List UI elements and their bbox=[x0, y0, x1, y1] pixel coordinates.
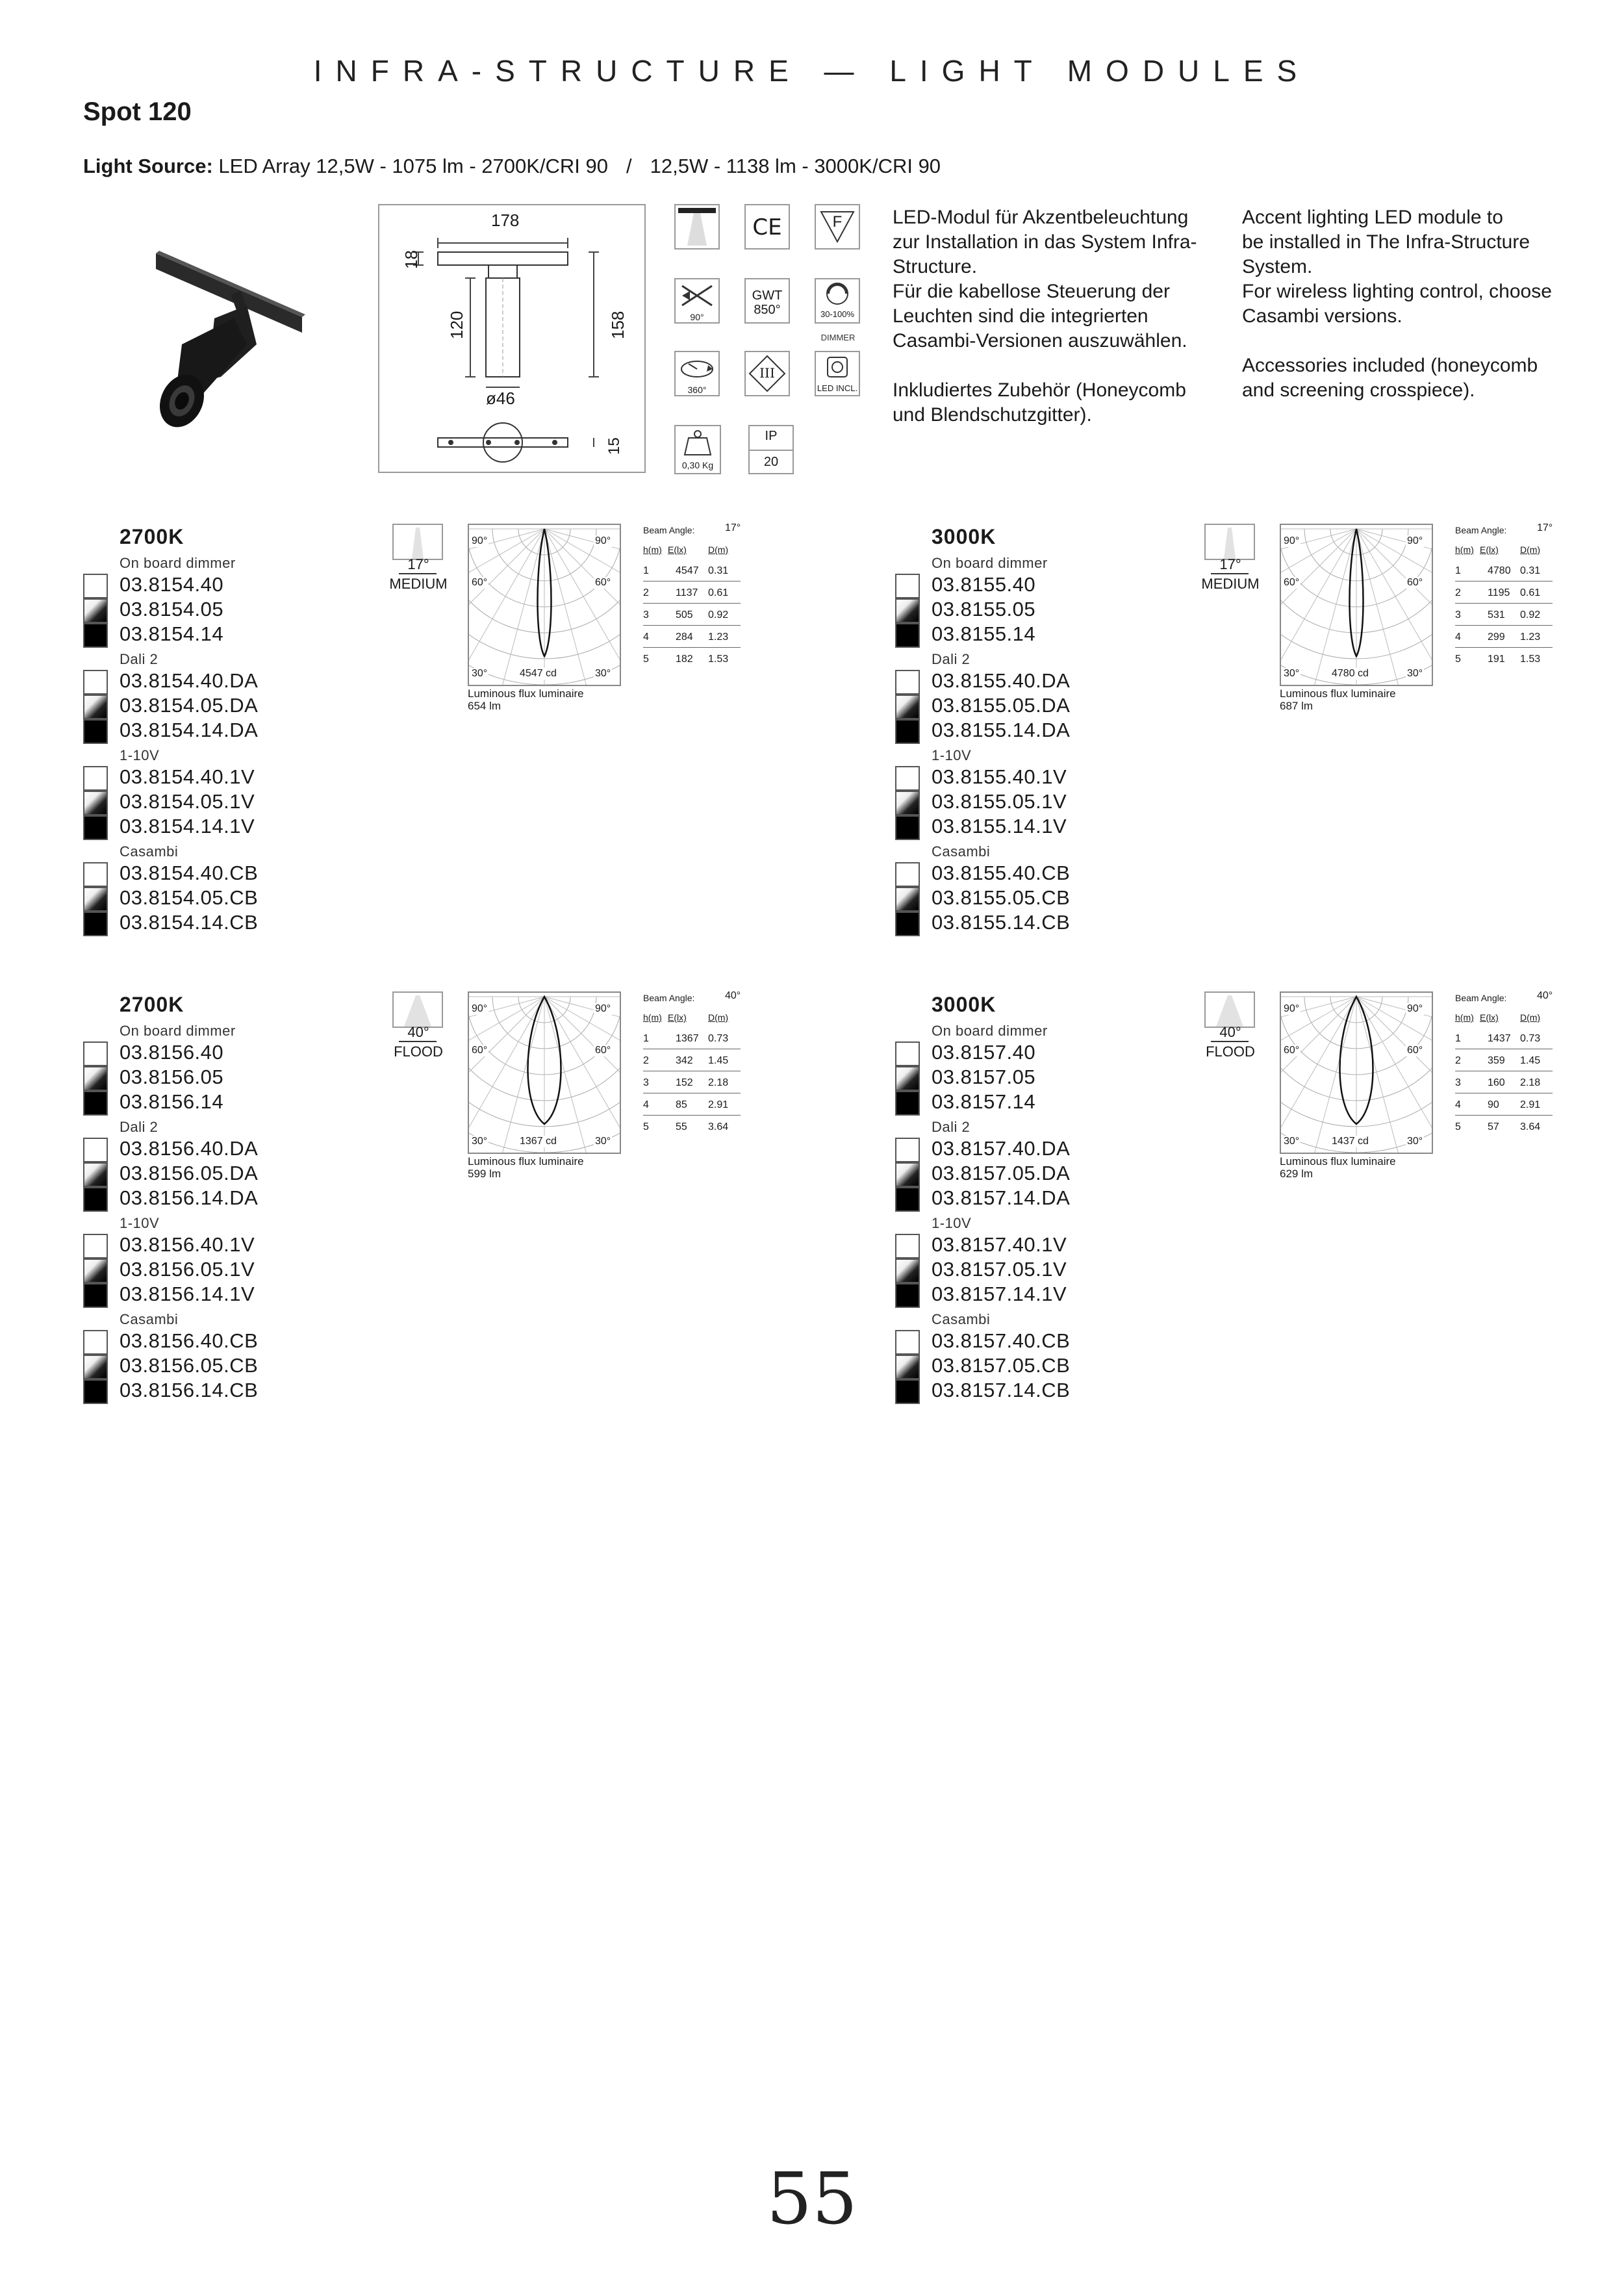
beam-angle-value: 40° bbox=[725, 990, 741, 1001]
finish-white-swatch bbox=[83, 766, 108, 791]
dimmer-caption: DIMMER bbox=[820, 333, 856, 342]
product-code: 03.8154.05.DA bbox=[120, 694, 259, 717]
table-cell: 1.23 bbox=[1520, 632, 1541, 643]
peak-intensity-label: 4780 cd bbox=[1332, 668, 1369, 679]
finish-black-swatch bbox=[895, 1187, 920, 1212]
polar-angle-label: 60° bbox=[472, 577, 488, 588]
table-cell: 2 bbox=[643, 1055, 649, 1066]
product-code: 03.8157.14.DA bbox=[932, 1186, 1071, 1209]
beam-shape-icon bbox=[1204, 524, 1255, 560]
product-code: 03.8154.40.1V bbox=[120, 765, 255, 788]
finish-black-swatch bbox=[895, 815, 920, 840]
finish-black-swatch bbox=[83, 1187, 108, 1212]
product-code: 03.8154.40.DA bbox=[120, 669, 259, 692]
light-source-separator: / bbox=[626, 155, 632, 177]
beam-angle-label: Beam Angle: bbox=[1455, 525, 1507, 535]
finish-black-swatch bbox=[895, 719, 920, 744]
table-row-rule bbox=[643, 625, 741, 626]
product-code: 03.8157.05.DA bbox=[932, 1162, 1071, 1184]
product-code: 03.8155.14 bbox=[932, 622, 1036, 645]
table-cell: 284 bbox=[676, 632, 693, 643]
table-row-rule bbox=[1455, 603, 1553, 604]
glow-wire-test bbox=[744, 278, 790, 324]
product-code: 03.8154.40 bbox=[120, 573, 224, 596]
finish-grey-swatch bbox=[895, 1355, 920, 1379]
table-cell: 3.64 bbox=[1520, 1121, 1541, 1132]
dim-top: 18 bbox=[401, 250, 421, 269]
polar-angle-label: 90° bbox=[1284, 535, 1300, 546]
color-temperature-title: 3000K bbox=[932, 525, 996, 548]
table-header-cell: E(lx) bbox=[1480, 1012, 1499, 1023]
product-code: 03.8154.14.1V bbox=[120, 815, 255, 837]
polar-angle-label: 30° bbox=[472, 668, 488, 679]
table-cell: 0.31 bbox=[1520, 565, 1541, 576]
polar-angle-label: 90° bbox=[472, 1003, 488, 1014]
beam-degree-label: 17° bbox=[407, 556, 429, 572]
luminous-flux-value: 599 lm bbox=[468, 1168, 501, 1180]
table-cell: 359 bbox=[1488, 1055, 1505, 1066]
product-code: 03.8155.14.CB bbox=[932, 911, 1071, 934]
beam-label-rule bbox=[1211, 573, 1249, 574]
page-number: 55 bbox=[767, 2157, 857, 2240]
product-code: 03.8157.14.CB bbox=[932, 1379, 1071, 1401]
finish-grey-swatch bbox=[895, 887, 920, 912]
product-code: 03.8157.40.CB bbox=[932, 1329, 1071, 1352]
peak-intensity-label: 4547 cd bbox=[520, 668, 557, 679]
polar-angle-label: 30° bbox=[595, 1136, 611, 1147]
finish-white-swatch bbox=[895, 574, 920, 598]
table-cell: 3 bbox=[1455, 609, 1461, 620]
page-title: INFRA-STRUCTURE — LIGHT MODULES bbox=[313, 54, 1311, 88]
product-code: 03.8156.40.1V bbox=[120, 1233, 255, 1256]
finish-white-swatch bbox=[83, 862, 108, 887]
table-cell: 5 bbox=[643, 654, 649, 665]
table-cell: 57 bbox=[1488, 1121, 1499, 1132]
beam-angle-label: Beam Angle: bbox=[1455, 993, 1507, 1003]
luminous-flux-label: Luminous flux luminaire bbox=[1280, 1155, 1396, 1168]
variant-block bbox=[895, 988, 1624, 1442]
product-code: 03.8156.14.DA bbox=[120, 1186, 259, 1209]
product-code: 03.8155.14.DA bbox=[932, 719, 1071, 741]
product-code: 03.8155.05.1V bbox=[932, 790, 1067, 813]
table-cell: 1 bbox=[643, 1033, 649, 1044]
finish-grey-swatch bbox=[83, 791, 108, 815]
product-code: 03.8157.40 bbox=[932, 1041, 1036, 1064]
table-cell: 2 bbox=[643, 587, 649, 598]
ip-label: IP bbox=[765, 429, 778, 443]
finish-grey-swatch bbox=[83, 695, 108, 719]
product-code: 03.8156.14.1V bbox=[120, 1283, 255, 1305]
table-cell: 342 bbox=[676, 1055, 693, 1066]
table-cell: 2.18 bbox=[708, 1077, 729, 1088]
polar-angle-label: 90° bbox=[1284, 1003, 1300, 1014]
table-cell: 3 bbox=[1455, 1077, 1461, 1088]
beam-degree-label: 17° bbox=[1219, 556, 1241, 572]
beam-type-label: FLOOD bbox=[1206, 1043, 1255, 1060]
table-cell: 3 bbox=[643, 609, 649, 620]
finish-white-swatch bbox=[895, 862, 920, 887]
finish-grey-swatch bbox=[83, 1258, 108, 1283]
product-code: 03.8155.05 bbox=[932, 598, 1036, 620]
product-code: 03.8155.40.DA bbox=[932, 669, 1071, 692]
light-source-2700: LED Array 12,5W - 1075 lm - 2700K/CRI 90 bbox=[218, 155, 609, 177]
polar-angle-label: 60° bbox=[472, 1045, 488, 1056]
dim-diameter: ø46 bbox=[486, 389, 515, 408]
table-cell: 1437 bbox=[1488, 1033, 1511, 1044]
table-cell: 505 bbox=[676, 609, 693, 620]
polar-angle-label: 60° bbox=[595, 577, 611, 588]
table-cell: 0.73 bbox=[708, 1033, 729, 1044]
finish-grey-swatch bbox=[83, 1066, 108, 1091]
polar-angle-label: 30° bbox=[1407, 668, 1423, 679]
product-code: 03.8157.05.1V bbox=[932, 1258, 1067, 1281]
table-cell: 0.92 bbox=[1520, 609, 1541, 620]
finish-white-swatch bbox=[895, 766, 920, 791]
polar-angle-label: 60° bbox=[595, 1045, 611, 1056]
luminous-flux-value: 629 lm bbox=[1280, 1168, 1313, 1180]
finish-black-swatch bbox=[83, 1283, 108, 1308]
product-code: 03.8155.40.CB bbox=[932, 862, 1071, 884]
table-cell: 152 bbox=[676, 1077, 693, 1088]
table-row-rule bbox=[1455, 625, 1553, 626]
variant-group-label: Dali 2 bbox=[120, 651, 159, 667]
luminous-flux-label: Luminous flux luminaire bbox=[468, 1155, 584, 1168]
led-included-icon: LED INCL. bbox=[815, 351, 860, 396]
luminous-flux-label: Luminous flux luminaire bbox=[1280, 687, 1396, 700]
f-mark-icon: F bbox=[815, 204, 860, 249]
finish-black-swatch bbox=[895, 912, 920, 936]
polar-angle-label: 30° bbox=[595, 668, 611, 679]
table-cell: 55 bbox=[676, 1121, 687, 1132]
table-cell: 4 bbox=[1455, 632, 1461, 643]
polar-angle-label: 60° bbox=[1284, 577, 1300, 588]
variant-group-label: Casambi bbox=[120, 843, 179, 860]
table-cell: 3 bbox=[643, 1077, 649, 1088]
table-cell: 2 bbox=[1455, 587, 1461, 598]
table-header-cell: D(m) bbox=[1520, 544, 1541, 555]
table-cell: 4780 bbox=[1488, 565, 1511, 576]
finish-white-swatch bbox=[895, 1234, 920, 1258]
table-header-cell: h(m) bbox=[1455, 1012, 1474, 1023]
variant-group-label: On board dimmer bbox=[120, 555, 236, 571]
downlight-icon bbox=[674, 204, 720, 249]
product-code: 03.8154.40.CB bbox=[120, 862, 259, 884]
table-cell: 0.31 bbox=[708, 565, 729, 576]
finish-black-swatch bbox=[83, 815, 108, 840]
product-name: Spot 120 bbox=[83, 97, 192, 126]
table-cell: 4547 bbox=[676, 565, 699, 576]
variant-group-label: 1-10V bbox=[932, 747, 972, 763]
product-code: 03.8155.14.1V bbox=[932, 815, 1067, 837]
color-temperature-title: 2700K bbox=[120, 993, 184, 1016]
table-header-cell: D(m) bbox=[708, 1012, 729, 1023]
product-code: 03.8157.40.DA bbox=[932, 1137, 1071, 1160]
table-header-cell: E(lx) bbox=[1480, 544, 1499, 555]
table-cell: 299 bbox=[1488, 632, 1505, 643]
table-cell: 2 bbox=[1455, 1055, 1461, 1066]
table-header-cell: E(lx) bbox=[668, 544, 687, 555]
variant-group-label: Casambi bbox=[932, 1311, 991, 1327]
table-cell: 85 bbox=[676, 1099, 687, 1110]
polar-diagram bbox=[468, 991, 621, 1154]
variant-block bbox=[895, 520, 1624, 975]
polar-angle-label: 90° bbox=[1407, 535, 1423, 546]
finish-white-swatch bbox=[895, 670, 920, 695]
finish-grey-swatch bbox=[895, 1066, 920, 1091]
table-cell: 5 bbox=[1455, 1121, 1461, 1132]
product-code: 03.8154.05.CB bbox=[120, 886, 259, 909]
finish-black-swatch bbox=[83, 1091, 108, 1116]
table-row-rule bbox=[643, 1115, 741, 1116]
finish-white-swatch bbox=[895, 1330, 920, 1355]
table-cell: 0.92 bbox=[708, 609, 729, 620]
variant-group-label: 1-10V bbox=[120, 1215, 160, 1231]
ip-rating bbox=[748, 425, 794, 474]
polar-angle-label: 30° bbox=[1284, 1136, 1300, 1147]
finish-black-swatch bbox=[83, 1379, 108, 1404]
table-row-rule bbox=[643, 647, 741, 648]
luminous-flux-value: 687 lm bbox=[1280, 700, 1313, 712]
finish-black-swatch bbox=[83, 719, 108, 744]
table-header-cell: D(m) bbox=[708, 544, 729, 555]
finish-black-swatch bbox=[83, 912, 108, 936]
table-cell: 0.61 bbox=[708, 587, 729, 598]
dimension-lines bbox=[379, 205, 644, 472]
table-cell: 191 bbox=[1488, 654, 1505, 665]
product-code: 03.8156.05.DA bbox=[120, 1162, 259, 1184]
finish-grey-swatch bbox=[895, 695, 920, 719]
finish-white-swatch bbox=[83, 1330, 108, 1355]
table-cell: 1 bbox=[643, 565, 649, 576]
product-code: 03.8157.14 bbox=[932, 1090, 1036, 1113]
variant-group-label: On board dimmer bbox=[120, 1023, 236, 1039]
finish-black-swatch bbox=[895, 1379, 920, 1404]
beam-angle-value: 17° bbox=[1537, 522, 1553, 533]
beam-degree-label: 40° bbox=[407, 1024, 429, 1040]
light-source-3000: 12,5W - 1138 lm - 3000K/CRI 90 bbox=[650, 155, 941, 177]
product-code: 03.8157.14.1V bbox=[932, 1283, 1067, 1305]
table-cell: 1195 bbox=[1488, 587, 1510, 598]
finish-black-swatch bbox=[83, 623, 108, 648]
finish-grey-swatch bbox=[83, 887, 108, 912]
finish-white-swatch bbox=[83, 574, 108, 598]
table-row-rule bbox=[643, 603, 741, 604]
table-cell: 1.45 bbox=[708, 1055, 729, 1066]
peak-intensity-label: 1437 cd bbox=[1332, 1136, 1369, 1147]
product-photo bbox=[143, 247, 312, 429]
dimension-drawing bbox=[378, 204, 646, 473]
finish-grey-swatch bbox=[895, 1162, 920, 1187]
product-code: 03.8156.05 bbox=[120, 1066, 224, 1088]
beam-label-rule bbox=[399, 573, 437, 574]
finish-white-swatch bbox=[895, 1138, 920, 1162]
table-cell: 182 bbox=[676, 654, 693, 665]
polar-angle-label: 90° bbox=[595, 535, 611, 546]
variant-group-label: Casambi bbox=[932, 843, 991, 860]
table-header-cell: E(lx) bbox=[668, 1012, 687, 1023]
product-code: 03.8155.05.CB bbox=[932, 886, 1071, 909]
finish-grey-swatch bbox=[83, 1162, 108, 1187]
product-code: 03.8155.40 bbox=[932, 573, 1036, 596]
beam-degree-label: 40° bbox=[1219, 1024, 1241, 1040]
table-cell: 531 bbox=[1488, 609, 1505, 620]
finish-black-swatch bbox=[895, 623, 920, 648]
product-code: 03.8156.40.DA bbox=[120, 1137, 259, 1160]
polar-angle-label: 30° bbox=[1284, 668, 1300, 679]
luminous-flux-value: 654 lm bbox=[468, 700, 501, 712]
dim-width: 178 bbox=[491, 211, 520, 230]
variant-group-label: Dali 2 bbox=[932, 1119, 971, 1135]
weight-icon: 0,30 Kg bbox=[674, 425, 721, 474]
beam-type-label: MEDIUM bbox=[389, 576, 448, 592]
light-source bbox=[83, 155, 941, 178]
ce-mark-icon: CE bbox=[744, 204, 790, 249]
table-cell: 90 bbox=[1488, 1099, 1499, 1110]
variant-group-label: On board dimmer bbox=[932, 1023, 1048, 1039]
polar-angle-label: 90° bbox=[472, 535, 488, 546]
dimmer-icon: 30-100% bbox=[815, 278, 860, 324]
table-cell: 5 bbox=[1455, 654, 1461, 665]
table-header-cell: D(m) bbox=[1520, 1012, 1541, 1023]
polar-angle-label: 30° bbox=[472, 1136, 488, 1147]
table-cell: 2.91 bbox=[708, 1099, 729, 1110]
finish-grey-swatch bbox=[83, 1355, 108, 1379]
dim-body: 120 bbox=[447, 311, 466, 339]
beam-label-rule bbox=[1211, 1041, 1249, 1042]
gwt-label: GWT bbox=[752, 288, 783, 303]
product-code: 03.8154.05 bbox=[120, 598, 224, 620]
class-three-icon: III bbox=[744, 351, 790, 396]
product-code: 03.8156.14.CB bbox=[120, 1379, 259, 1401]
variant-group-label: 1-10V bbox=[120, 747, 160, 763]
polar-diagram bbox=[468, 524, 621, 686]
table-cell: 1.53 bbox=[708, 654, 729, 665]
table-cell: 160 bbox=[1488, 1077, 1505, 1088]
beam-angle-label: Beam Angle: bbox=[643, 993, 695, 1003]
table-cell: 0.73 bbox=[1520, 1033, 1541, 1044]
table-cell: 4 bbox=[1455, 1099, 1461, 1110]
beam-label-rule bbox=[399, 1041, 437, 1042]
polar-angle-label: 60° bbox=[1407, 577, 1423, 588]
beam-angle-label: Beam Angle: bbox=[643, 525, 695, 535]
table-row-rule bbox=[1455, 1115, 1553, 1116]
variant-group-label: 1-10V bbox=[932, 1215, 972, 1231]
table-cell: 0.61 bbox=[1520, 587, 1541, 598]
table-cell: 4 bbox=[643, 632, 649, 643]
product-code: 03.8154.14.DA bbox=[120, 719, 259, 741]
beam-shape-icon bbox=[392, 991, 443, 1028]
table-cell: 2.91 bbox=[1520, 1099, 1541, 1110]
polar-angle-label: 90° bbox=[595, 1003, 611, 1014]
finish-grey-swatch bbox=[895, 791, 920, 815]
variant-group-label: Casambi bbox=[120, 1311, 179, 1327]
finish-grey-swatch bbox=[895, 1258, 920, 1283]
polar-angle-label: 60° bbox=[1284, 1045, 1300, 1056]
table-cell: 1367 bbox=[676, 1033, 699, 1044]
table-header-cell: h(m) bbox=[643, 1012, 662, 1023]
table-cell: 1.23 bbox=[708, 632, 729, 643]
product-code: 03.8157.05.CB bbox=[932, 1354, 1071, 1377]
rotation-icon: 360° bbox=[674, 351, 720, 396]
product-code: 03.8156.14 bbox=[120, 1090, 224, 1113]
peak-intensity-label: 1367 cd bbox=[520, 1136, 557, 1147]
table-cell: 2.18 bbox=[1520, 1077, 1541, 1088]
finish-white-swatch bbox=[83, 1041, 108, 1066]
product-code: 03.8154.14 bbox=[120, 622, 224, 645]
finish-grey-swatch bbox=[895, 598, 920, 623]
table-cell: 3.64 bbox=[708, 1121, 729, 1132]
variant-group-label: Dali 2 bbox=[932, 651, 971, 667]
variant-group-label: Dali 2 bbox=[120, 1119, 159, 1135]
variant-block bbox=[83, 988, 863, 1442]
table-cell: 1.53 bbox=[1520, 654, 1541, 665]
finish-grey-swatch bbox=[83, 598, 108, 623]
finish-black-swatch bbox=[895, 1283, 920, 1308]
table-cell: 1137 bbox=[676, 587, 698, 598]
tilt-angle-icon: 90° bbox=[674, 278, 720, 324]
beam-type-label: FLOOD bbox=[394, 1043, 443, 1060]
table-cell: 1.45 bbox=[1520, 1055, 1541, 1066]
product-code: 03.8156.40 bbox=[120, 1041, 224, 1064]
finish-white-swatch bbox=[83, 670, 108, 695]
product-code: 03.8154.14.CB bbox=[120, 911, 259, 934]
product-code: 03.8155.05.DA bbox=[932, 694, 1071, 717]
dim-total: 158 bbox=[608, 311, 628, 339]
beam-angle-value: 40° bbox=[1537, 990, 1553, 1001]
table-cell: 1 bbox=[1455, 565, 1461, 576]
polar-angle-label: 60° bbox=[1407, 1045, 1423, 1056]
finish-white-swatch bbox=[83, 1138, 108, 1162]
gwt-value: 850° bbox=[754, 303, 781, 317]
description-german: LED-Modul für Akzentbeleuchtung zur Installation in das System Infra- Structure. Für die kabellose Steuerung der Leuchten sind die integrierten Casambi-Versionen auszuwählen. Inkludiertes Zubehör (Honeycomb und Blendschutzgitter). bbox=[893, 207, 1197, 426]
beam-angle-value: 17° bbox=[725, 522, 741, 533]
table-cell: 4 bbox=[643, 1099, 649, 1110]
luminous-flux-label: Luminous flux luminaire bbox=[468, 687, 584, 700]
table-header-cell: h(m) bbox=[1455, 544, 1474, 555]
description-english: Accent lighting LED module to be installed in The Infra-Structure System. For wireless lighting control, choose Casambi versions. Accessories included (honeycomb and screening crosspiece). bbox=[1242, 207, 1552, 401]
polar-angle-label: 30° bbox=[1407, 1136, 1423, 1147]
beam-shape-icon bbox=[392, 524, 443, 560]
polar-diagram bbox=[1280, 991, 1433, 1154]
product-code: 03.8156.05.1V bbox=[120, 1258, 255, 1281]
polar-angle-label: 90° bbox=[1407, 1003, 1423, 1014]
light-source-label: Light Source: bbox=[83, 155, 213, 177]
color-temperature-title: 3000K bbox=[932, 993, 996, 1016]
variant-group-label: On board dimmer bbox=[932, 555, 1048, 571]
product-code: 03.8156.40.CB bbox=[120, 1329, 259, 1352]
dim-base: 15 bbox=[605, 437, 623, 455]
ip-value: 20 bbox=[763, 455, 779, 469]
table-row-rule bbox=[1455, 647, 1553, 648]
finish-white-swatch bbox=[895, 1041, 920, 1066]
product-code: 03.8154.05.1V bbox=[120, 790, 255, 813]
table-cell: 1 bbox=[1455, 1033, 1461, 1044]
finish-black-swatch bbox=[895, 1091, 920, 1116]
variant-block bbox=[83, 520, 863, 975]
product-code: 03.8156.05.CB bbox=[120, 1354, 259, 1377]
finish-white-swatch bbox=[83, 1234, 108, 1258]
table-cell: 5 bbox=[643, 1121, 649, 1132]
beam-shape-icon bbox=[1204, 991, 1255, 1028]
product-code: 03.8157.40.1V bbox=[932, 1233, 1067, 1256]
color-temperature-title: 2700K bbox=[120, 525, 184, 548]
beam-type-label: MEDIUM bbox=[1201, 576, 1260, 592]
table-header-cell: h(m) bbox=[643, 544, 662, 555]
product-code: 03.8155.40.1V bbox=[932, 765, 1067, 788]
polar-diagram bbox=[1280, 524, 1433, 686]
product-code: 03.8157.05 bbox=[932, 1066, 1036, 1088]
